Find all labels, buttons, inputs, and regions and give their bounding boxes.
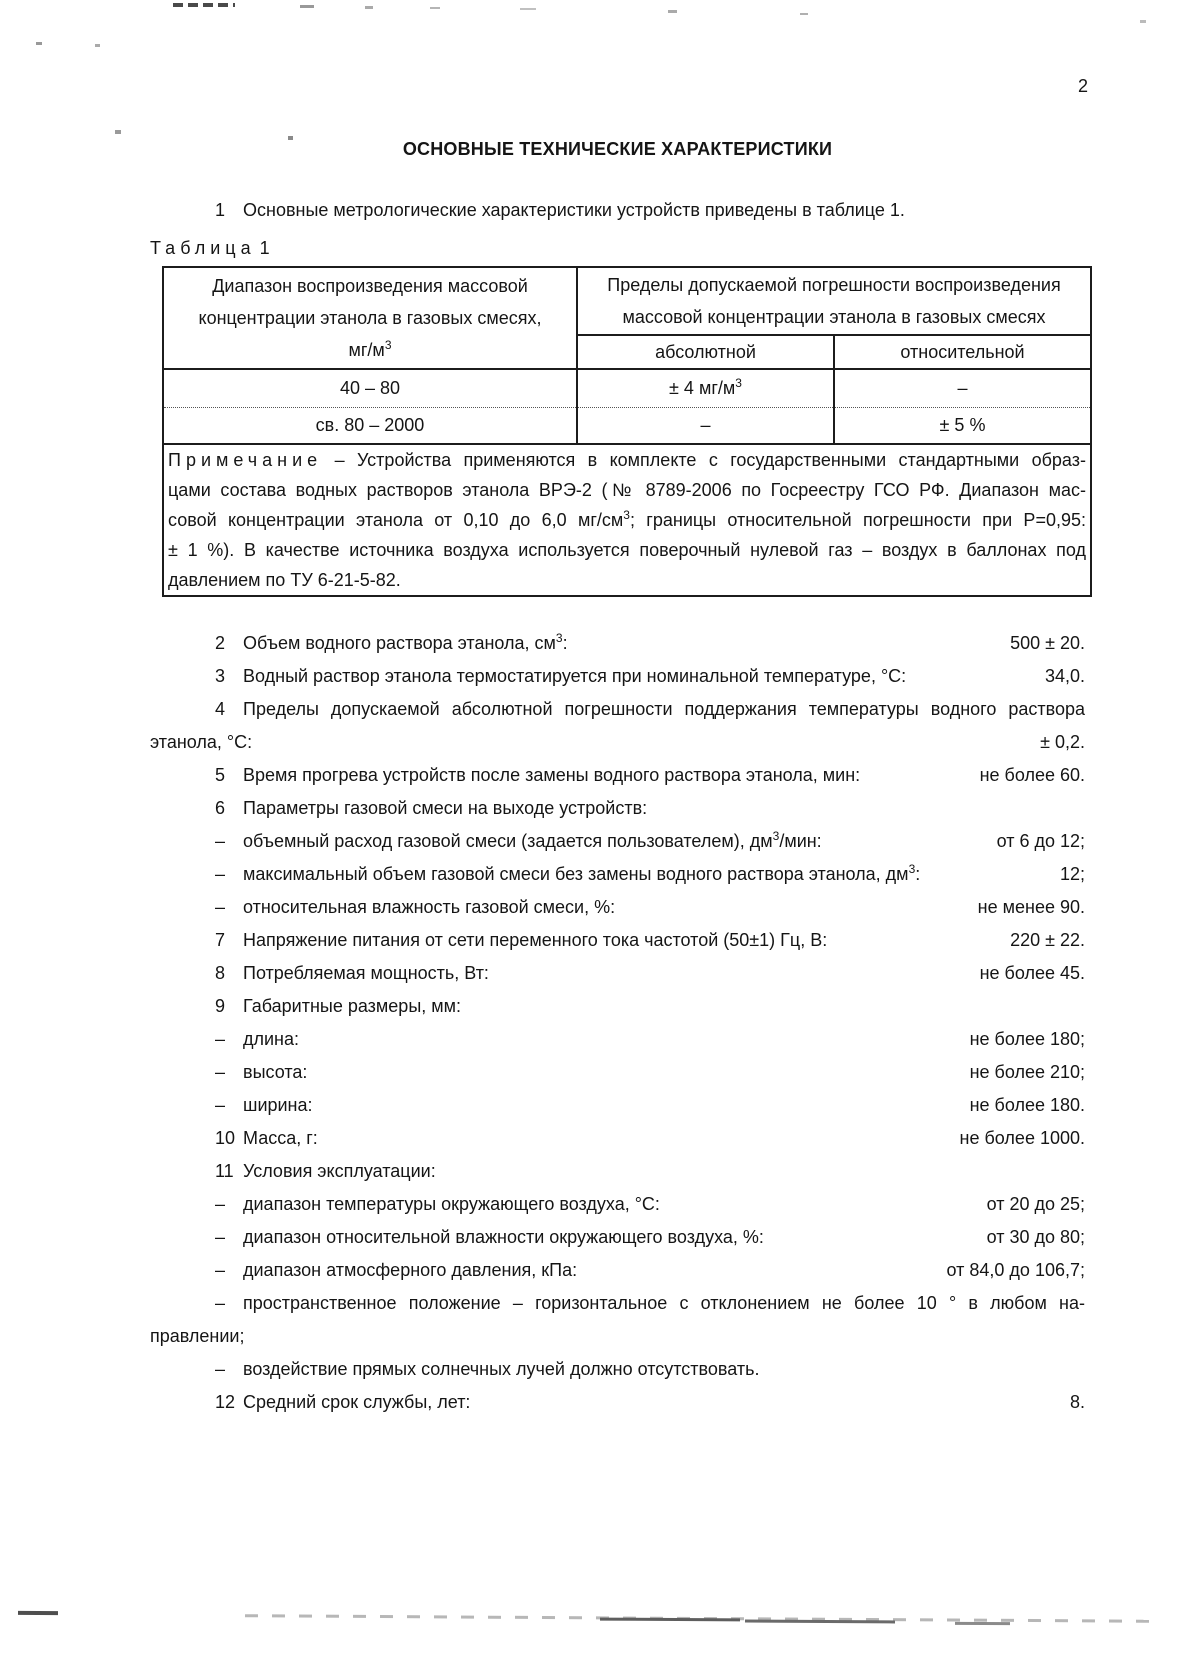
spec-row [150,1254,1085,1287]
spec-label [150,627,1000,660]
table-row [163,408,1091,445]
spec-marker: – [215,1194,226,1214]
spec-label [150,1155,1085,1188]
spec-label-text: воздействие прямых солнечных лучей должно отсутствовать. [243,1359,760,1379]
spec-label-text: относительная влажность газовой смеси, %: [243,897,616,917]
spec-value: не более 210; [969,1062,1085,1082]
scan-artifact [600,1618,740,1622]
spec-label [150,1353,1085,1386]
note-label: Примечание [168,450,323,470]
spec-label [150,726,1030,759]
spec-label-text: Время прогрева устройств после замены водного раствора этанола, мин: [243,765,861,785]
spec-value: не более 180. [969,1095,1085,1115]
spec-marker: 2 [215,633,226,653]
spec-row [150,1221,1085,1254]
spec-label-text: пространственное положение – горизонтальное с отклонением не более 10 ° в любом на- [243,1293,1085,1313]
spec-marker: – [215,1293,226,1313]
spec-label [150,1254,937,1287]
cell-range: 40 – 80 [163,369,577,408]
scan-artifact [115,130,121,134]
spec-marker: – [215,864,226,884]
cell-range: св. 80 – 2000 [163,408,577,445]
table-note [163,444,1091,596]
spec-label [150,1023,960,1056]
page-number: 2 [1077,76,1088,96]
spec-row [150,627,1085,660]
scan-artifact [955,1622,1010,1625]
spec-list [150,627,1085,1419]
spec-marker: – [215,1359,226,1379]
spec-label [150,825,987,858]
header-range-line2: концентрации этанола в газовых смесях, [198,308,542,328]
spec-label-text: Параметры газовой смеси на выходе устройств: [243,798,648,818]
spec-label-text: Объем водного раствора этанола, $см^3$: [243,631,568,653]
spec-label [150,957,970,990]
spec-row [150,1089,1085,1122]
spec-row [150,1386,1085,1419]
spec-label-text: Пределы допускаемой абсолютной погрешности поддержания температуры водного раствора [243,699,1085,719]
spec-marker: – [215,1260,226,1280]
spec-row [150,792,1085,825]
spec-label-text: Водный раствор этанола термостатируется при номинальной температуре, °С: [243,666,907,686]
spec-value: от 84,0 до 106,7; [946,1260,1085,1280]
spec-label [150,858,1050,891]
spec-row [150,1287,1085,1320]
spec-row [150,759,1085,792]
table-row [163,369,1091,408]
intro-number: 1 [215,200,226,220]
spec-value: не более 60. [979,765,1085,785]
spec-row [150,1023,1085,1056]
spec-label-text: Габаритные размеры, мм: [243,996,462,1016]
metrology-table [162,266,1092,597]
spec-value: 220 ± 22. [1010,930,1085,950]
spec-label [150,693,1085,726]
spec-label-text: высота: [243,1062,308,1082]
spec-value: 500 ± 20. [1010,633,1085,653]
spec-label-text: диапазон относительной влажности окружающего воздуха, %: [243,1227,764,1247]
spec-value: не более 1000. [959,1128,1085,1148]
spec-value: не менее 90. [977,897,1085,917]
cell-absolute: – [577,408,834,445]
cell-absolute: ± 4 $мг/м^3$ [577,369,834,408]
spec-label-text: диапазон температуры окружающего воздуха, °С: [243,1194,660,1214]
spec-row [150,990,1085,1023]
spec-label [150,1089,960,1122]
spec-row [150,1353,1085,1386]
spec-label [150,792,1085,825]
cell-relative: – [957,378,968,398]
scan-artifact [18,1611,58,1615]
header-range-line3: $мг/м^3$ [348,338,392,360]
spec-label-text: правлении; [150,1326,245,1346]
spec-label-text: Напряжение питания от сети переменного тока частотой (50±1) Гц, В: [243,930,828,950]
spec-label [150,1287,1085,1320]
note-line: цами состава водных растворов этанола ВРЭ-2 (№ 8789-2006 по Госреестру ГСО РФ. Диапазон мас- [168,480,1086,500]
spec-marker: 6 [215,798,226,818]
spec-row [150,1155,1085,1188]
spec-marker: – [215,897,226,917]
intro-text: Основные метрологические характеристики устройств приведены в таблице 1. [243,200,905,220]
document-title: ОСНОВНЫЕ ТЕХНИЧЕСКИЕ ХАРАКТЕРИСТИКИ [402,139,833,159]
spec-label [150,660,1035,693]
scan-artifact [1140,20,1146,23]
superscript: 3 [555,631,563,645]
scan-artifact [745,1620,895,1624]
spec-label-text: Масса, г: [243,1128,318,1148]
spec-row [150,660,1085,693]
spec-row [150,858,1085,891]
spec-label [150,990,1085,1023]
note-line: совой концентрации этанола от 0,10 до 6,0 $мг/см^3$; границы относительной погрешности при Р=0,95: [168,508,1086,530]
spec-label-text: максимальный объем газовой смеси без замены водного раствора этанола, $дм^3$: [243,862,921,884]
note-line: давлением по ТУ 6-21-5-82. [168,570,401,590]
spec-label-text: объемный расход газовой смеси (задается пользователем), $дм^3$/мин: [243,829,822,851]
spec-row [150,957,1085,990]
spec-marker: 4 [215,699,226,719]
spec-marker: 10 [215,1128,236,1148]
spec-label-text: Условия эксплуатации: [243,1161,436,1181]
table-caption-number: 1 [259,238,270,258]
spec-row [150,1122,1085,1155]
table-subheader-absolute: абсолютной [577,335,834,369]
superscript: 3 [735,376,742,390]
spec-label-text: длина: [243,1029,300,1049]
spec-value: от 20 до 25; [986,1194,1085,1214]
spec-row [150,1188,1085,1221]
header-range-line1: Диапазон воспроизведения массовой [212,276,528,296]
spec-label-text: диапазон атмосферного давления, кПа: [243,1260,578,1280]
spec-row [150,726,1085,759]
header-error-line1: Пределы допускаемой погрешности воспроизведения [607,275,1061,295]
spec-label [150,924,1000,957]
spec-value: от 30 до 80; [986,1227,1085,1247]
spec-label [150,1221,977,1254]
spec-label [150,891,968,924]
note-line: ± 1 %). В качестве источника воздуха используется поверочный нулевой газ – воздух в баллонах под [168,540,1086,560]
scan-artifact [95,44,100,47]
spec-marker: – [215,1029,226,1049]
spec-value: ± 0,2. [1040,732,1085,752]
superscript: 3 [384,338,392,352]
spec-label-text: ширина: [243,1095,313,1115]
spec-marker: 12 [215,1392,236,1412]
spec-value: от 6 до 12; [996,831,1085,851]
spec-label [150,759,970,792]
spec-marker: 8 [215,963,226,983]
spec-row [150,924,1085,957]
table-header-error-limits [577,267,1091,335]
spec-label [150,1122,950,1155]
spec-marker: 5 [215,765,226,785]
spec-marker: 9 [215,996,226,1016]
scan-artifact [36,42,42,45]
spec-label-text: Средний срок службы, лет: [243,1392,471,1412]
spec-label [150,1386,1060,1419]
spec-value: 8. [1069,1392,1085,1412]
spec-row [150,1320,1085,1353]
spec-marker: – [215,1095,226,1115]
superscript: 3 [772,829,780,843]
spec-label [150,1188,977,1221]
cell-relative: ± 5 % [834,408,1091,445]
note-line: Примечание – Устройства применяются в комплекте с государственными стандартными образ- [168,450,1086,470]
table-caption [150,236,1085,260]
spec-marker: – [215,1062,226,1082]
spec-marker: 7 [215,930,226,950]
spec-row [150,891,1085,924]
superscript: 3 [908,862,916,876]
spec-value: не более 180; [969,1029,1085,1049]
spec-value: 12; [1059,864,1085,884]
spec-label-text: этанола, °С: [150,732,253,752]
spec-row [150,825,1085,858]
scan-artifact [245,1614,1160,1623]
spec-marker: 11 [215,1161,234,1181]
spec-value: не более 45. [979,963,1085,983]
table-header-range [163,267,577,369]
spec-marker: – [215,1227,226,1247]
intro-paragraph [150,198,1085,222]
spec-marker: – [215,831,226,851]
table-subheader-relative: относительной [834,335,1091,369]
spec-label [150,1320,1085,1353]
superscript: 3 [623,508,630,522]
spec-value: 34,0. [1044,666,1085,686]
spec-marker: 3 [215,666,226,686]
table-caption-word: Таблица [150,238,256,258]
spec-row [150,693,1085,726]
header-error-line2: массовой концентрации этанола в газовых смесях [622,307,1046,327]
spec-label-text: Потребляемая мощность, Вт: [243,963,489,983]
document-content [150,0,1085,1419]
spec-row [150,1056,1085,1089]
spec-label [150,1056,960,1089]
